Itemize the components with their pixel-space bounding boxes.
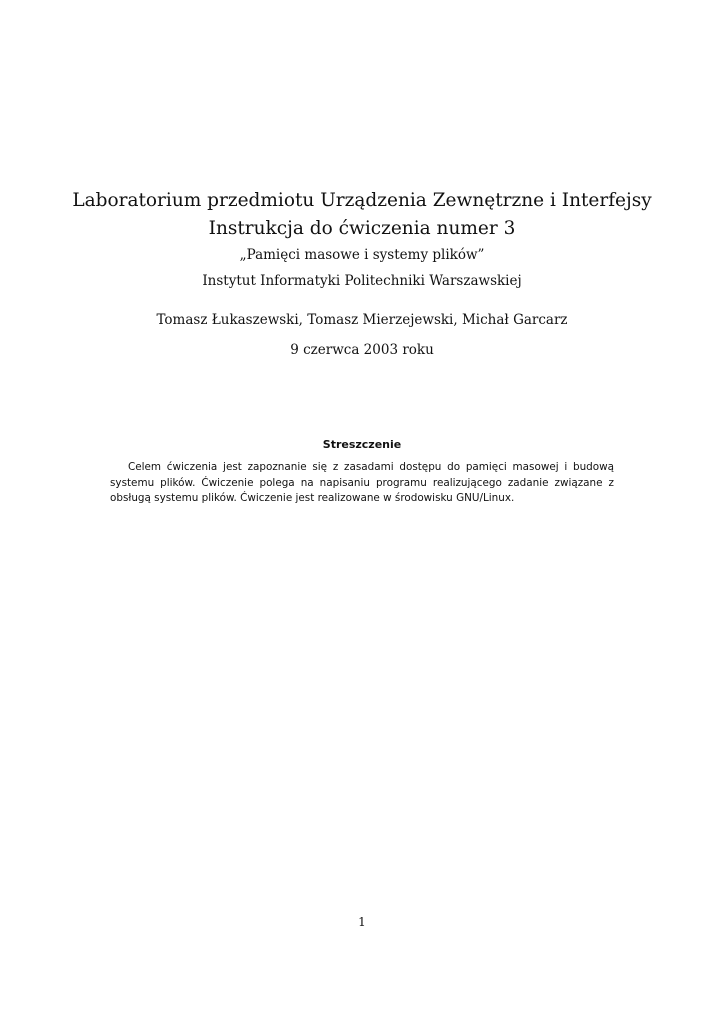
authors: Tomasz Łukaszewski, Tomasz Mierzejewski, Michał Garcarz — [156, 312, 568, 328]
institute-name: Instytut Informatyki Politechniki Warszawskiej — [202, 273, 522, 289]
page-number: 1 — [358, 915, 366, 929]
document-date: 9 czerwca 2003 roku — [290, 342, 434, 358]
document-title-line-2: Instrukcja do ćwiczenia numer 3 — [208, 218, 516, 239]
document-subtitle: „Pamięci masowe i systemy plików” — [239, 247, 485, 263]
abstract-text: Celem ćwiczenia jest zapoznanie się z zasadami dostępu do pamięci masowej i budową systemu plików. Ćwiczenie polega na napisaniu programu realizującego zadanie związane z obsługą systemu plików. Ćwiczenie jest realizowane w środowisku GNU/Linux. — [110, 461, 614, 504]
document-title-line-1: Laboratorium przedmiotu Urządzenia Zewnętrzne i Interfejsy — [72, 190, 652, 211]
abstract-heading: Streszczenie — [322, 438, 402, 451]
